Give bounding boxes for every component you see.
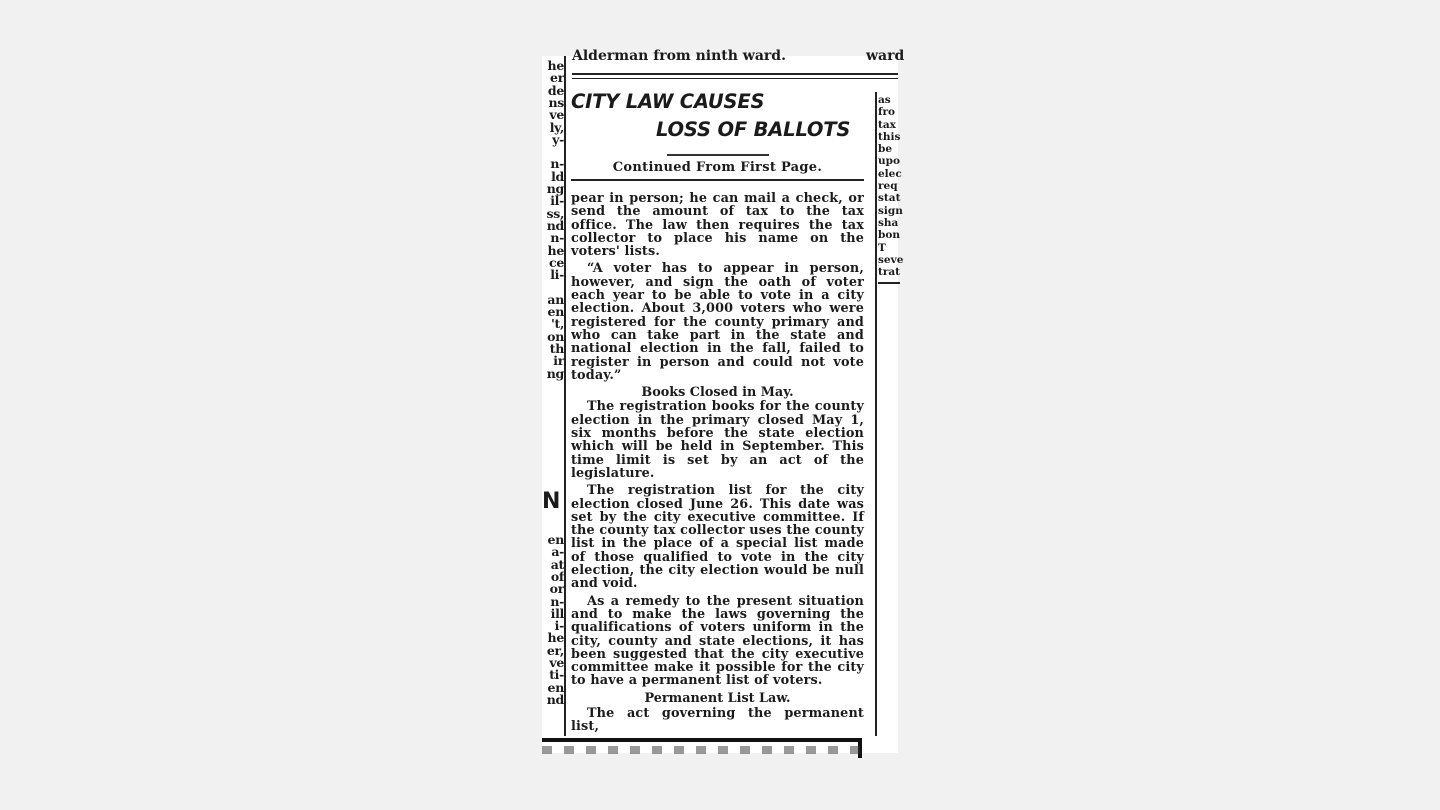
top-rule-1 bbox=[572, 73, 898, 75]
column-fragment: he bbox=[547, 58, 564, 73]
continued-rule bbox=[571, 179, 864, 181]
column-fragment: ir bbox=[553, 353, 564, 369]
column-fragment: il- bbox=[550, 193, 564, 209]
column-fragment: stat bbox=[878, 192, 901, 205]
column-fragment: ce bbox=[549, 254, 564, 270]
right-fragment-group bbox=[878, 94, 904, 279]
article-body bbox=[571, 192, 864, 738]
top-rule-2 bbox=[572, 78, 898, 79]
column-fragment: nd bbox=[546, 217, 564, 233]
column-fragment: an bbox=[547, 291, 564, 307]
column-fragment: a- bbox=[551, 544, 564, 560]
column-fragment: i- bbox=[554, 618, 564, 634]
column-fragment: li- bbox=[550, 267, 564, 283]
column-fragment: n- bbox=[550, 156, 564, 172]
box-border-bottom bbox=[542, 738, 862, 742]
column-fragment: bon bbox=[878, 229, 900, 242]
subheading: Permanent List Law. bbox=[644, 690, 791, 706]
headline-line-2: LOSS OF BALLOTS bbox=[656, 118, 851, 141]
column-fragment: en bbox=[547, 532, 564, 547]
right-column-fragments bbox=[878, 94, 904, 284]
column-fragment: en bbox=[547, 304, 564, 319]
column-fragment: fro bbox=[878, 106, 896, 119]
column-fragment: ns bbox=[548, 94, 564, 110]
continued-line: Continued From First Page. bbox=[612, 160, 823, 175]
column-fragment: trat bbox=[878, 266, 901, 279]
paragraph: The registration list for the city election closed June 26. This date was set by the city executive committee. If the county tax collector uses the county list in the place of a special list made of those qualified to vote in the city election, the city election would be null and void. bbox=[571, 483, 864, 592]
column-fragment: this bbox=[878, 130, 901, 143]
column-fragment: ng bbox=[546, 365, 564, 381]
column-fragment: en bbox=[547, 679, 564, 695]
paragraph: pear in person; he can mail a check, or send the amount of tax to the tax office. The law then requires the tax collector to place his name on the voters' lists. bbox=[571, 191, 864, 260]
column-fragment: sha bbox=[878, 216, 899, 229]
newspaper-clipping bbox=[542, 48, 905, 753]
column-rule-right bbox=[875, 92, 877, 736]
column-fragment: ve bbox=[549, 107, 564, 123]
right-column-rule bbox=[878, 282, 900, 284]
column-fragment: ti- bbox=[549, 667, 564, 683]
previous-article-tail bbox=[572, 48, 905, 64]
paragraph: “A voter has to appear in person, however, and sign the oath of voter each year to be able to vote in a city election. About 3,000 voters who were registered for the county primary and who can take part in the state and national election in the fall, failed to register in person and could not vote today.” bbox=[571, 261, 864, 383]
column-fragment: he bbox=[547, 630, 564, 646]
column-fragment: or bbox=[549, 581, 564, 597]
column-fragment: er, bbox=[546, 642, 564, 658]
column-fragment: ld bbox=[551, 168, 564, 184]
column-fragment: as bbox=[878, 94, 891, 106]
column-fragment: 't, bbox=[550, 316, 564, 332]
column-fragment: seve bbox=[878, 253, 904, 266]
column-fragment: he bbox=[547, 242, 564, 258]
column-fragment: of bbox=[550, 568, 564, 584]
next-article-fragment bbox=[542, 746, 862, 754]
paragraph: The registration books for the county election in the primary closed May 1, six months before the state election which will be held in September. This time limit is set by an act of the legislature. bbox=[571, 399, 864, 481]
column-fragment: on bbox=[547, 328, 564, 344]
column-fragment: y- bbox=[552, 131, 564, 147]
column-fragment: de bbox=[547, 82, 564, 98]
column-fragment: ss, bbox=[546, 205, 564, 221]
column-fragment: th bbox=[549, 340, 564, 356]
column-fragment: upo bbox=[878, 155, 900, 168]
column-fragment: ng bbox=[546, 181, 564, 196]
column-fragment: be bbox=[878, 143, 893, 156]
left-large-letter: N bbox=[542, 489, 561, 514]
column-fragment: nd bbox=[546, 691, 564, 707]
column-fragment: elec bbox=[878, 167, 902, 180]
column-rule-left bbox=[564, 56, 566, 736]
column-fragment: ill bbox=[550, 605, 564, 621]
column-fragment: T bbox=[878, 241, 886, 254]
column-fragment: n- bbox=[550, 593, 564, 609]
column-fragment: tax bbox=[878, 118, 896, 131]
previous-article-text: Alderman from ninth ward. bbox=[572, 48, 786, 64]
column-fragment: at bbox=[550, 556, 564, 572]
left-column-fragments bbox=[542, 56, 564, 753]
subheading: Books Closed in May. bbox=[641, 385, 794, 401]
paragraph: As a remedy to the present situation and to make the laws governing the qualifications of voters uniform in the city, county and state elections, it has been suggested that the city executive committee make it possible for the city to have a permanent list of voters. bbox=[571, 593, 864, 689]
previous-article-right-text: ward bbox=[866, 48, 905, 64]
column-fragment: req bbox=[878, 180, 898, 193]
column-fragment: er bbox=[550, 70, 564, 86]
paragraph: The act governing the permanent list, bbox=[571, 705, 864, 735]
column-fragment: ly, bbox=[549, 119, 564, 135]
headline-line-1: CITY LAW CAUSES bbox=[571, 90, 765, 113]
column-fragment: n- bbox=[550, 230, 564, 246]
column-fragment: ve bbox=[549, 655, 564, 670]
column-fragment: sign bbox=[878, 204, 903, 217]
headline-divider bbox=[667, 154, 769, 156]
